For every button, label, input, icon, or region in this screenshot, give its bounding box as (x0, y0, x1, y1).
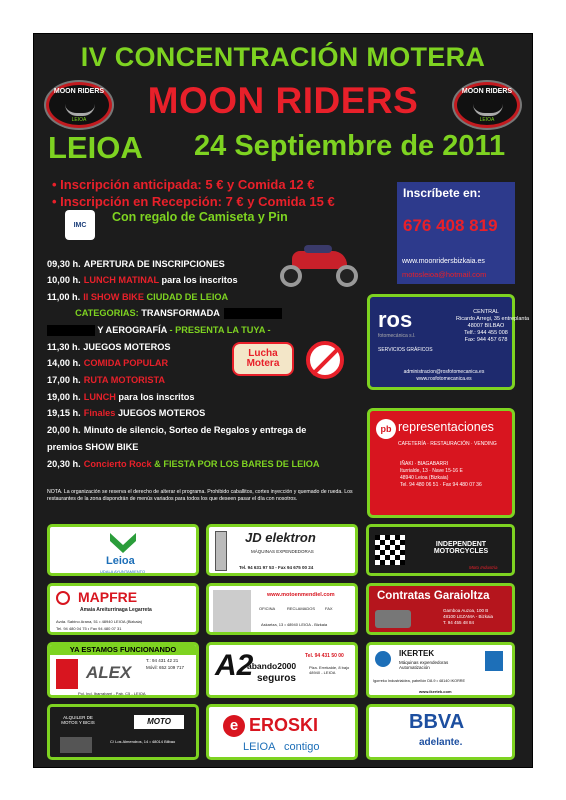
gift-text: Con regalo de Camiseta y Pin (112, 210, 288, 224)
schedule-row (47, 459, 320, 469)
schedule-text: Minuto de silencio, Sorteo de Regalos y entrega de (83, 425, 307, 435)
motorbike-icon (65, 100, 95, 116)
leioa-logo (110, 533, 136, 553)
schedule-text: Concierto Rock (83, 459, 152, 469)
event-date: 24 Septiembre de 2011 (194, 130, 506, 162)
ros-contact: administracion@rosfotomecanica.es www.rosfotomecanica.es (403, 369, 485, 382)
ikertek-sponsor: IKERTEK Máquinas expendedoras Automatización Igorreko Industrialdea, pabellón D8-9 • 48140 IKORRE www.ikertek.com (366, 642, 515, 698)
registration-heading: Inscríbete en: (403, 186, 482, 200)
schedule-text: & FIESTA POR LOS BARES DE LEIOA (151, 459, 320, 469)
checkered-flag-icon (375, 535, 405, 565)
event-place: LEIOA (48, 130, 143, 165)
imc-logo: IMC (65, 210, 95, 240)
schedule-row (47, 342, 171, 352)
registration-phone[interactable]: 676 408 819 (403, 216, 498, 235)
registration-box (397, 182, 515, 284)
eroski-sponsor: e EROSKI LEIOA contigo (206, 704, 358, 760)
schedule-text: JUEGOS MOTEROS (115, 408, 206, 418)
eroski-logo-icon: e (223, 715, 245, 737)
schedule-text: Y AEROGRAFÍA (95, 325, 167, 335)
independent-motorcycles-sponsor: INDEPENDENT MOTORCYCLES Moto Industria (366, 524, 515, 576)
mapfre-logo-icon (56, 591, 70, 605)
no-sign-icon (306, 341, 344, 379)
schedule-text: CATEGORIAS: (47, 308, 142, 318)
jd-elektron-sponsor: JD elektron MÁQUINAS EXPENDEDORAS Tel. 94 631 97 53 - Fax 94 675 00 24 (206, 524, 358, 576)
schedule-time: 11,00 h. (47, 292, 81, 302)
event-name-title: MOON RIDERS (147, 80, 419, 121)
schedule-text: TRANSFORMADA (141, 308, 220, 318)
poster (33, 33, 533, 768)
schedule-row (47, 308, 282, 319)
schedule-row (47, 292, 228, 302)
schedule-time: 17,00 h. (47, 375, 81, 385)
lucha-motera-badge: Lucha Motera (232, 342, 294, 376)
schedule-text: RUTA MOTORISTA (83, 375, 166, 385)
registration-website[interactable]: www.moonridersbizkaia.es (402, 258, 485, 265)
mapfre-sponsor: MAPFRE Amaia Areiturrinaga Legarreta Avda. Sabino Arana, 51 • 48940 LEIOA (Bizkaia) Tel. 94 480 04 75 • Fax 94 480 07 31 (47, 583, 199, 635)
schedule-row (47, 375, 165, 385)
wheel-icon (336, 265, 358, 287)
redacted-text (47, 325, 95, 336)
redacted-text (224, 308, 282, 319)
wheel-icon (280, 265, 302, 287)
schedule-row (47, 442, 138, 452)
price-early: • Inscripción anticipada: 5 € y Comida 12 € (52, 177, 315, 192)
schedule-time: 14,00 h. (47, 358, 81, 368)
motorbike-icon (473, 100, 503, 116)
motorbike-illustration (274, 239, 364, 294)
schedule-text: para los inscritos (115, 392, 195, 402)
schedule-text: - PRESENTA LA TUYA - (166, 325, 271, 335)
organization-note: NOTA. La organización se reserva el derecho de alterar el programa. Prohibido caballitos, cortes inyección y quemado de rueda. Los restaurantes de la zona dispondrán de menús variados para todos los que deseen pasar el día con nosotros. (47, 489, 353, 502)
schedule-text: premios SHOW BIKE (47, 442, 139, 452)
bbva-sponsor: BBVA adelante. (366, 704, 515, 760)
schedule-text: LUNCH MATINAL (83, 275, 159, 285)
schedule-row (47, 325, 271, 336)
ros-address: CENTRAL Ricardo Arregi, 35 entreplanta 48007 BILBAO Telf.: 944 455 008 Fax: 944 457 678 (456, 309, 530, 343)
schedule-text: JUEGOS MOTEROS (83, 342, 171, 352)
schedule-text: II SHOW BIKE (83, 292, 144, 302)
schedule-text: CIUDAD DE LEIOA (143, 292, 229, 302)
scooter-icon (60, 737, 92, 753)
alex-sponsor: YA ESTAMOS FUNCIONANDO ALEX T.: 94 431 42 21 Móvil: 652 109 717 Pol. Ind. Ibarrabarri - Pab. C5 - LEIOA (47, 642, 199, 698)
schedule-text: Finales (83, 408, 116, 418)
schedule-time: 20,00 h. (47, 425, 81, 435)
schedule-time: 19,00 h. (47, 392, 81, 402)
schedule-row (47, 358, 168, 368)
schedule-row (47, 259, 225, 269)
rider-figure-icon (56, 659, 78, 689)
schedule-text: APERTURA DE INSCRIPCIONES (83, 259, 225, 269)
schedule-time: 09,30 h. (47, 259, 81, 269)
abando-a2-logo: A2 (215, 649, 254, 682)
registration-email[interactable]: motosleioa@hotmail.com (402, 270, 487, 279)
schedule-row (47, 392, 195, 402)
schedule-row (47, 408, 205, 418)
schedule-time: 10,00 h. (47, 275, 81, 285)
schedule-text: LUNCH (83, 392, 116, 402)
event-edition-title: IV CONCENTRACIÓN MOTERA (80, 42, 486, 72)
club-logo-left: MOON RIDERS LEIOA (46, 82, 112, 128)
vending-machine-icon (215, 531, 227, 571)
ros-logo: ros (378, 307, 413, 332)
pb-logo: pb (376, 419, 396, 439)
schedule-text: COMIDA POPULAR (83, 358, 169, 368)
schedule-row (47, 275, 238, 285)
schedule-row (47, 425, 306, 435)
garaioltza-sponsor: Contratas Garaioltza Gamboa Auzoa, 100 B 48100 LEZAMA - Bizkaia T. 94 455 48 84 (366, 583, 515, 635)
schedule-time: 20,30 h. (47, 459, 81, 469)
ikertek-logo-icon (375, 651, 391, 667)
rider-photo (213, 590, 251, 632)
excavator-icon (375, 610, 411, 628)
schedule-time: 19,15 h. (47, 408, 81, 418)
vending-machine-icon (485, 651, 503, 671)
ros-sponsor-box: ros fotomecánica s.l. CENTRAL Ricardo Arregi, 35 entreplanta 48007 BILBAO Telf.: 944 455 008 Fax: 944 457 678 SERVICIOS GRÁFICOS administracion@rosfotomecanica.es www.rosfotomecanica.es (367, 294, 515, 390)
pb-sponsor-box: pb representaciones CAFETERÍA · RESTAURACIÓN · VENDING IÑAKI · BIAGABARRI Iturrialde, 13 · Nave 15-16 E 48940 Leioa (Bizkaia) Tel. 94 480 06 51 · Fax 94 480 07 36 (367, 408, 515, 518)
motoenmendiel-sponsor: www.motoenmendiel.com OFICINA RECLAMADOS FAX Askartza, 13 • 48940 LEIOA - Bizkaia (206, 583, 358, 635)
schedule-text: para los inscritos (158, 275, 238, 285)
leioa-sponsor: Leioa UDALA AYUNTAMIENTO (47, 524, 199, 576)
moto-rental-sponsor: ALQUILER DE MOTOS Y BICIS MOTO C/ Los Almendros, 14 • 48014 Bilbao (47, 704, 199, 760)
schedule-time: 11,30 h. (47, 342, 81, 352)
price-onsite: • Inscripción en Recepción: 7 € y Comida 15 € (52, 194, 335, 209)
club-logo-right: MOON RIDERS LEIOA (454, 82, 520, 128)
abando2000-sponsor: A2 abando2000 seguros Tel. 94 431 50 00 Plza. Errekalde, 8 bajo 48940 - LEIOA (206, 642, 358, 698)
